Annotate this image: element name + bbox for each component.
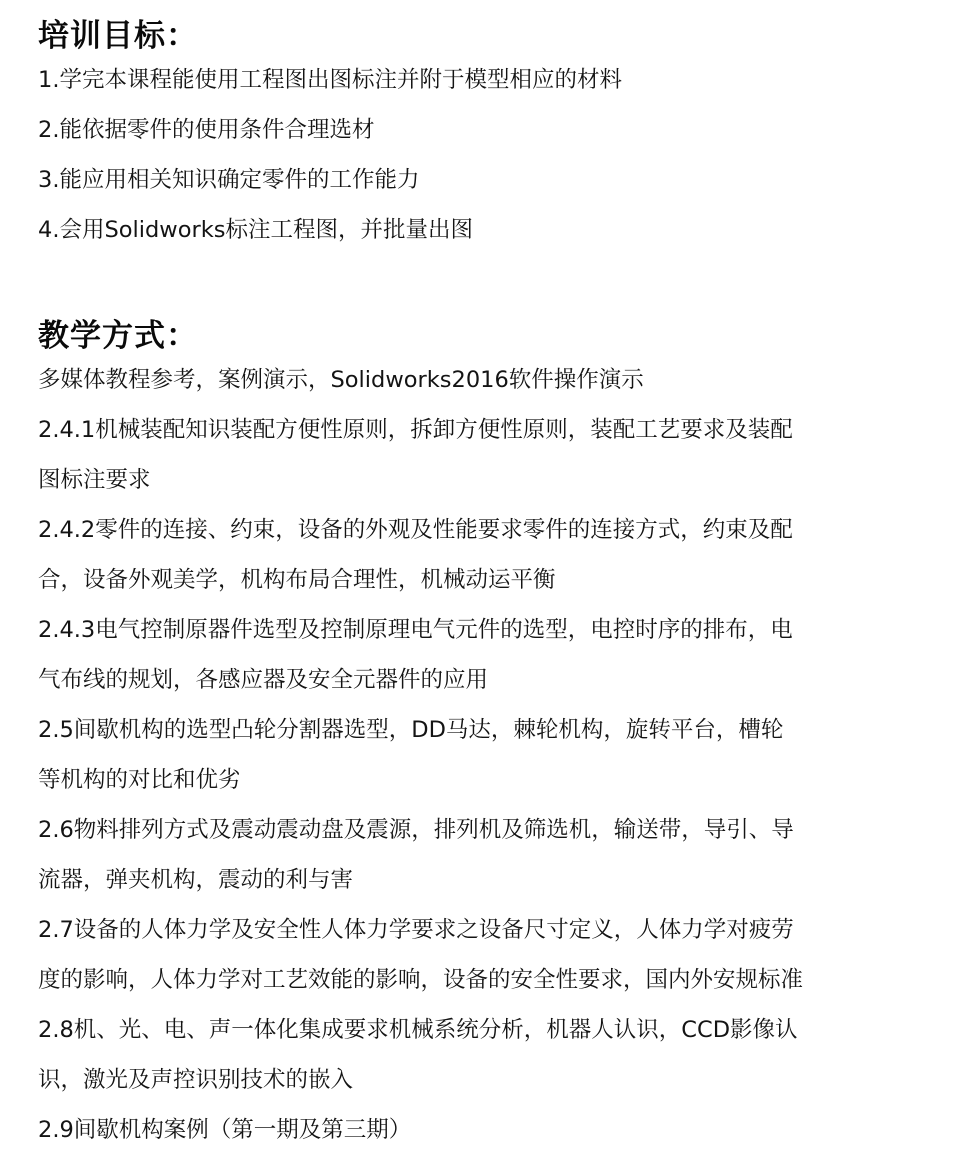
- teaching-line-11: 流器，弹夹机构，震动的利与害: [38, 867, 354, 893]
- goal-line-4: 4.会用Solidworks标注工程图，并批量出图: [38, 217, 473, 243]
- teaching-line-14: 2.8机、光、电、声一体化集成要求机械系统分析，机器人认识，CCD影像认: [38, 1017, 798, 1043]
- teaching-line-15: 识，激光及声控识别技术的嵌入: [38, 1067, 354, 1093]
- teaching-line-8: 2.5间歇机构的选型凸轮分割器选型，DD马达，棘轮机构，旋转平台，槽轮: [38, 717, 784, 743]
- training-goals-heading: 培训目标：: [38, 18, 198, 54]
- goal-line-1: 1.学完本课程能使用工程图出图标注并附于模型相应的材料: [38, 67, 622, 93]
- teaching-line-7: 气布线的规划，各感应器及安全元器件的应用: [38, 667, 489, 693]
- goal-line-2: 2.能依据零件的使用条件合理选材: [38, 117, 375, 143]
- goal-line-3: 3.能应用相关知识确定零件的工作能力: [38, 167, 420, 193]
- teaching-line-6: 2.4.3电气控制原器件选型及控制原理电气元件的选型，电控时序的排布，电: [38, 617, 793, 643]
- teaching-line-3: 图标注要求: [38, 467, 151, 493]
- teaching-line-1: 多媒体教程参考，案例演示，Solidworks2016软件操作演示: [38, 367, 644, 393]
- teaching-line-13: 度的影响，人体力学对工艺效能的影响，设备的安全性要求，国内外安规标准: [38, 967, 804, 993]
- teaching-line-12: 2.7设备的人体力学及安全性人体力学要求之设备尺寸定义，人体力学对疲劳: [38, 917, 794, 943]
- teaching-line-9: 等机构的对比和优劣: [38, 767, 241, 793]
- teaching-line-2: 2.4.1机械装配知识装配方便性原则，拆卸方便性原则，装配工艺要求及装配: [38, 417, 793, 443]
- teaching-line-4: 2.4.2零件的连接、约束，设备的外观及性能要求零件的连接方式，约束及配: [38, 517, 793, 543]
- teaching-line-5: 合，设备外观美学，机构布局合理性，机械动运平衡: [38, 567, 556, 593]
- teaching-line-10: 2.6物料排列方式及震动震动盘及震源，排列机及筛选机，输送带，导引、导: [38, 817, 794, 843]
- teaching-method-heading: 教学方式：: [38, 318, 198, 354]
- teaching-line-16: 2.9间歇机构案例（第一期及第三期）: [38, 1117, 412, 1143]
